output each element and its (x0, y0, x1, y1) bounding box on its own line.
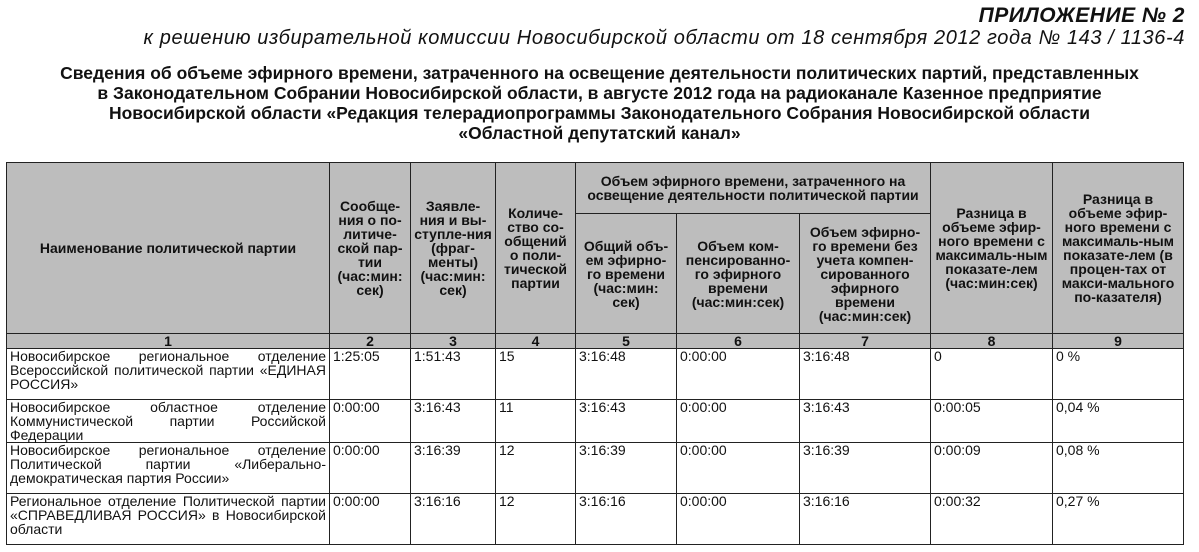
header-diff: Разница в объеме эфир-ного времени с максималь-ным показате-лем (час:мин:сек) (931, 163, 1053, 334)
col-number: 1 (7, 334, 330, 349)
cell-messages: 0:00:00 (330, 443, 411, 494)
header-count: Количе-ство со-общений о поли-тической партии (496, 163, 576, 334)
cell-without-comp: 3:16:43 (800, 400, 931, 443)
col-number: 6 (677, 334, 800, 349)
cell-compensated: 0:00:00 (677, 400, 800, 443)
header-total: Общий объ-ем эфирно-го времени (час:мин: сек) (576, 214, 677, 334)
party-name: Новосибирское областное отделение Коммунистической партии Российской Федерации (7, 400, 330, 443)
col-number: 7 (800, 334, 931, 349)
party-name: Новосибирское региональное отделение Политической партии «Либерально-демократическая партия России» (7, 443, 330, 494)
decision-reference: к решению избирательной комиссии Новосибирской области от 18 сентября 2012 года № 143 / 1136-4 (143, 27, 1185, 49)
cell-diff-pct: 0,27 % (1053, 494, 1184, 545)
header-without-comp: Объем эфирно-го времени без учета компен-сированного эфирного времени (час:мин:сек) (800, 214, 931, 334)
cell-count: 11 (496, 400, 576, 443)
col-number: 2 (330, 334, 411, 349)
cell-count: 12 (496, 494, 576, 545)
cell-diff-pct: 0,04 % (1053, 400, 1184, 443)
table-row (7, 443, 1184, 494)
title-line-2: в Законодательном Собрании Новосибирской области, в августе 2012 года на радиоканале Казенное предприятие (97, 83, 1102, 103)
airtime-table (6, 162, 1184, 545)
col-number: 5 (576, 334, 677, 349)
cell-diff: 0:00:32 (931, 494, 1053, 545)
cell-messages: 0:00:00 (330, 400, 411, 443)
title-line-4: «Областной депутатский канал» (458, 123, 741, 143)
cell-diff-pct: 0,08 % (1053, 443, 1184, 494)
header-airtime-group: Объем эфирного времени, затраченного на освещение деятельности политической партии (576, 163, 931, 214)
cell-messages: 1:25:05 (330, 349, 411, 400)
table-row (7, 494, 1184, 545)
header-messages: Сообще-ния о по-литиче-ской пар-тии (час:мин: сек) (330, 163, 411, 334)
cell-total: 3:16:43 (576, 400, 677, 443)
cell-statements: 1:51:43 (411, 349, 496, 400)
cell-statements: 3:16:43 (411, 400, 496, 443)
cell-without-comp: 3:16:48 (800, 349, 931, 400)
title-line-1: Сведения об объеме эфирного времени, затраченного на освещение деятельности политических партий, представленных (60, 63, 1139, 83)
header-diff-pct: Разница в объеме эфир-ного времени с максималь-ным показате-лем (в процен-тах от макси-мального по-казателя) (1053, 163, 1184, 334)
header-compensated: Объем ком-пенсированно-го эфирного времени (час:мин:сек) (677, 214, 800, 334)
document-title (4, 63, 1195, 143)
cell-count: 12 (496, 443, 576, 494)
cell-statements: 3:16:16 (411, 494, 496, 545)
party-name: Региональное отделение Политической партии «СПРАВЕДЛИВАЯ РОССИЯ» в Новосибирской области (7, 494, 330, 545)
col-number: 4 (496, 334, 576, 349)
cell-total: 3:16:16 (576, 494, 677, 545)
col-number: 8 (931, 334, 1053, 349)
cell-compensated: 0:00:00 (677, 494, 800, 545)
title-line-3: Новосибирской области «Редакция телерадиопрограммы Законодательного Собрания Новосибирской области (108, 103, 1091, 123)
cell-total: 3:16:48 (576, 349, 677, 400)
party-name: Новосибирское региональное отделение Всероссийской политической партии «ЕДИНАЯ РОССИЯ» (7, 349, 330, 400)
table-row (7, 400, 1184, 443)
cell-diff: 0:00:05 (931, 400, 1053, 443)
col-number: 3 (411, 334, 496, 349)
cell-count: 15 (496, 349, 576, 400)
col-number: 9 (1053, 334, 1184, 349)
cell-messages: 0:00:00 (330, 494, 411, 545)
appendix-label: ПРИЛОЖЕНИЕ № 2 (978, 4, 1185, 27)
cell-diff: 0 (931, 349, 1053, 400)
cell-statements: 3:16:39 (411, 443, 496, 494)
cell-compensated: 0:00:00 (677, 443, 800, 494)
cell-without-comp: 3:16:39 (800, 443, 931, 494)
cell-diff-pct: 0 % (1053, 349, 1184, 400)
cell-without-comp: 3:16:16 (800, 494, 931, 545)
table-row (7, 349, 1184, 400)
cell-diff: 0:00:09 (931, 443, 1053, 494)
cell-total: 3:16:39 (576, 443, 677, 494)
cell-compensated: 0:00:00 (677, 349, 800, 400)
header-party: Наименование политической партии (7, 163, 330, 334)
header-statements: Заявле-ния и вы-ступле-ния (фраг-менты) (час:мин: сек) (411, 163, 496, 334)
